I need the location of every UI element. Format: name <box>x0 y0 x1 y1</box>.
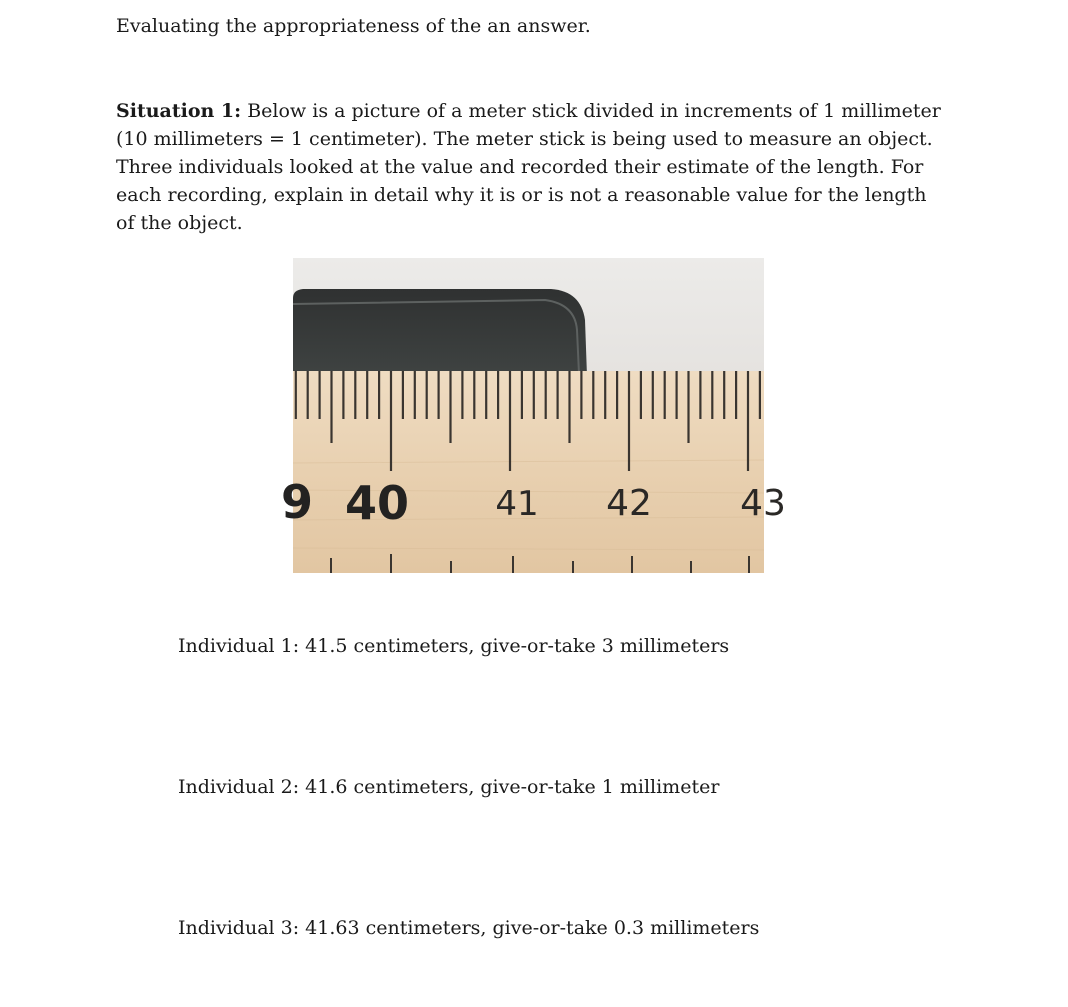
scale-label-42: 42 <box>606 483 652 524</box>
situation-paragraph <box>116 97 946 237</box>
page-title: Evaluating the appropriateness of the an answer. <box>116 15 591 37</box>
individual-3-estimate: Individual 3: 41.63 centimeters, give-or-take 0.3 millimeters <box>178 917 760 939</box>
individual-2-estimate: Individual 2: 41.6 centimeters, give-or-take 1 millimeter <box>178 776 720 798</box>
individual-1-estimate: Individual 1: 41.5 centimeters, give-or-take 3 millimeters <box>178 635 730 657</box>
scale-label-41: 41 <box>495 484 539 524</box>
meter-stick-photo <box>281 258 786 573</box>
situation-text: Below is a picture of a meter stick divided in increments of 1 millimeter (10 millimeters = 1 centimeter). The meter stick is being used to measure an object. Three individuals looked at the value and recorded their estimate of the length. For each recording, explain in detail why it is or is not a reasonable value for the length of the object. <box>116 100 941 234</box>
scale-label-43: 43 <box>740 483 786 524</box>
meter-stick <box>293 371 764 573</box>
scale-label-39: 9 <box>281 475 314 529</box>
situation-label: Situation 1: <box>116 100 242 122</box>
scale-label-40: 40 <box>344 476 410 530</box>
